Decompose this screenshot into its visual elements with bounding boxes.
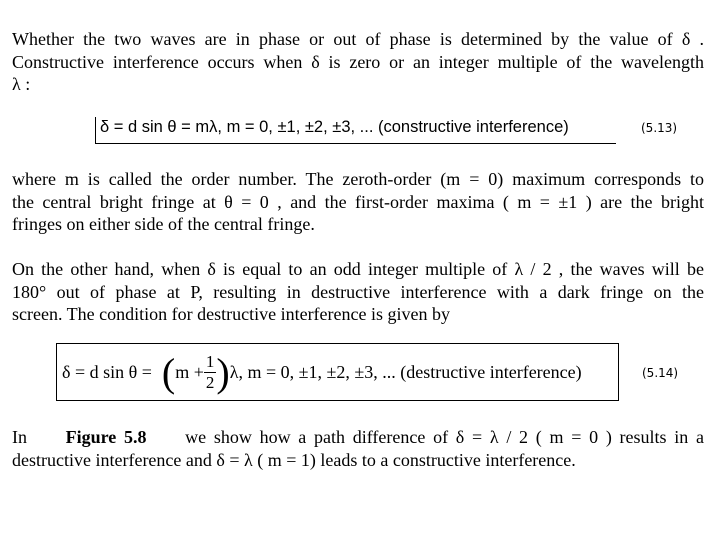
text-line: destructive interference and δ = λ ( m = 1) leads to a constructive interference.: [12, 449, 576, 470]
left-paren: (: [151, 349, 176, 395]
text-line: where m is called the order number. The zeroth-order (m = 0) maximum corresponds to: [12, 169, 704, 189]
text-line: the central bright fringe at θ = 0 , and the first-order maxima ( m = ±1 ) are the bright: [12, 191, 704, 212]
text-line: Constructive interference occurs when δ is zero or an integer multiple of the wavelength: [12, 51, 704, 72]
equation-rhs: λ, m = 0, ±1, ±2, ±3, ... (destructive interference): [229, 361, 582, 382]
paragraph-destructive-intro: [12, 258, 704, 326]
equation-number-5-13: (5.13): [641, 121, 678, 135]
equation-destructive: [62, 347, 582, 397]
text-line: λ :: [12, 74, 31, 94]
paragraph-order-number: [12, 168, 704, 236]
text-line: Whether the two waves are in phase or out of phase is determined by the value of δ .: [12, 29, 704, 49]
fraction-numerator: 1: [205, 351, 215, 371]
paragraph-figure-reference: [12, 426, 704, 471]
right-paren: ): [216, 349, 230, 395]
text-line: On the other hand, when δ is equal to an odd integer multiple of λ / 2 , the waves will be: [12, 259, 704, 279]
text-line: fringes on either side of the central fringe.: [12, 214, 315, 234]
fraction-denominator: 2: [205, 372, 215, 392]
figure-link-5-8[interactable]: Figure 5.8: [65, 427, 147, 447]
text-line1-end: we show how a path difference of δ = λ / 2 ( m = 0 ) results in a: [185, 427, 704, 447]
equation-constructive: δ = d sin θ = mλ, m = 0, ±1, ±2, ±3, ... (constructive interference): [100, 118, 569, 136]
text-line: 180° out of phase at P, resulting in destructive interference with a dark fringe on the: [12, 281, 704, 302]
equation-lhs: δ = d sin θ =: [62, 361, 152, 382]
equation-number-5-14: (5.14): [642, 366, 679, 380]
equation-m-plus: m +: [175, 361, 204, 382]
fraction-one-half: [204, 352, 217, 393]
text-line: screen. The condition for destructive interference is given by: [12, 304, 451, 324]
paragraph-phase-intro: [12, 28, 704, 96]
text-in: In: [12, 427, 27, 447]
text-line: [12, 426, 704, 449]
